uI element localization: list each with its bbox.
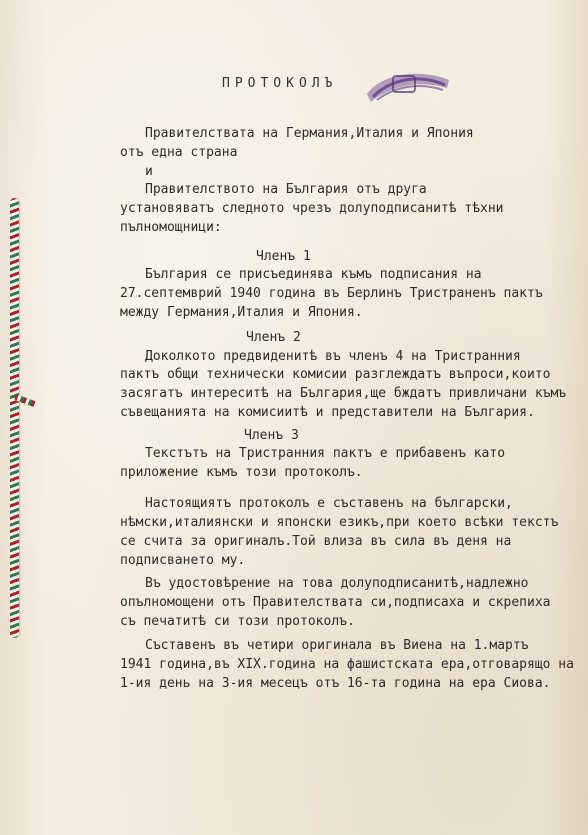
witness-line: съ печатитѣ си този протоколъ. (120, 614, 355, 629)
binding-cord (10, 198, 19, 638)
witness-line: опълномощени отъ Правителствата си,подписаха и скрепиха (120, 595, 551, 610)
article-2-heading: Членъ 2 (246, 330, 301, 345)
article-3-heading: Членъ 3 (244, 428, 299, 443)
article-1-heading: Членъ 1 (256, 249, 311, 264)
witness-line: Въ удостовѣрение на това долуподписанитѣ,надлежно (145, 576, 529, 591)
intro-line: Правителствата на Германия,Италия и Япония (145, 126, 474, 141)
languages-line: нѣмски,италиянски и японски езикъ,при което всѣки текстъ (120, 515, 559, 530)
article-3-line: Текстътъ на Тристранния пактъ е прибавенъ като (145, 446, 506, 461)
intro-line: установяватъ следното чрезъ долуподписанитѣ тѣхни (120, 201, 504, 216)
article-2-line: Доколкото предвиденитѣ въ членъ 4 на Тристранния (145, 349, 521, 364)
official-stamp-icon (363, 64, 451, 106)
document-title: ПРОТОКОЛЪ (222, 76, 338, 91)
intro-line: пълномощници: (120, 220, 222, 235)
done-line: 1941 година,въ XIX.година на фашистската ера,отговарящо на (120, 657, 574, 672)
intro-line: отъ една страна (120, 145, 238, 160)
languages-line: Настоящиятъ протоколъ е съставенъ на български, (145, 496, 513, 511)
article-1-line: България се присъединява къмъ подписания на (145, 267, 482, 282)
languages-line: се счита за оригиналъ.Той влиза въ сила въ деня на (120, 534, 512, 549)
article-1-line: между Германия,Италия и Япония. (120, 305, 363, 320)
article-1-line: 27.септемврий 1940 година въ Берлинъ Тристраненъ пактъ (120, 286, 543, 301)
intro-line: Правителството на България отъ друга (145, 182, 427, 197)
languages-line: подписването му. (120, 553, 246, 568)
done-line: 1-ия день на 3-ия месецъ отъ 16-та година на ера Сиова. (120, 676, 551, 691)
article-2-line: засягатъ интереситѣ на България,ще бждатъ привличани къмъ (120, 386, 567, 401)
intro-line: и (145, 164, 153, 179)
article-2-line: съвещанията на комисиитѣ и представители на България. (120, 405, 535, 420)
done-line: Съставенъ въ четири оригинала въ Виена на 1.мартъ (145, 638, 529, 653)
article-3-line: приложение къмъ този протоколъ. (120, 465, 363, 480)
article-2-line: пактъ общи технически комисии разглеждатъ въпроси,които (120, 367, 551, 382)
